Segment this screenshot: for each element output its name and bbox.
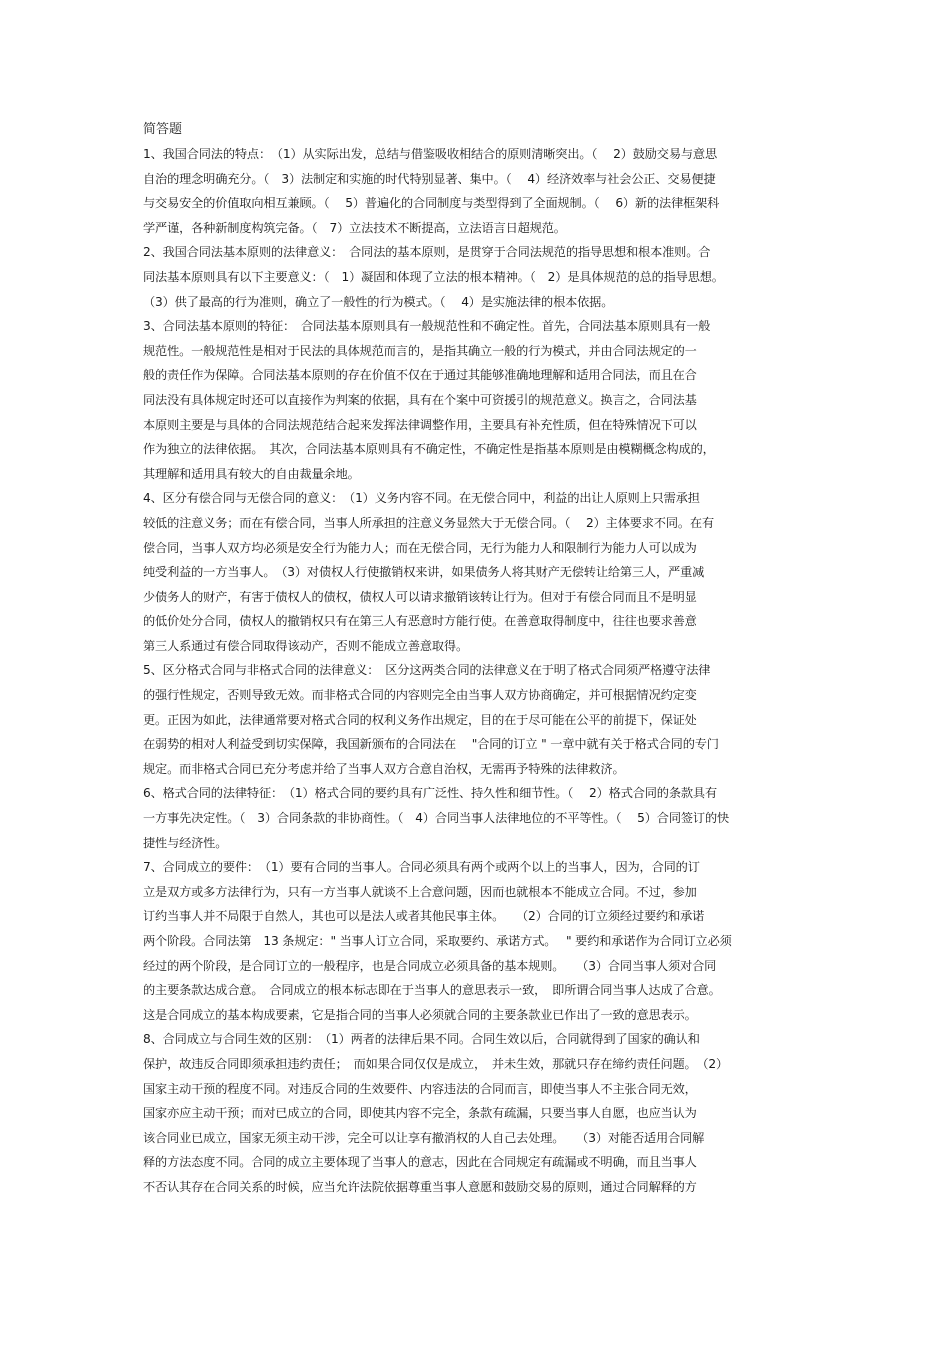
text-line: 少债务人的财产，有害于债权人的债权，债权人可以请求撤销该转让行为。但对于有偿合同而且不是明显 [143,589,697,604]
text-line: 学严谨，各种新制度构筑完备。（ 7）立法技术不断提高，立法语言日超规范。 [143,220,566,235]
text-line: 5、区分格式合同与非格式合同的法律意义： 区分这两类合同的法律意义在于明了格式合同须严格遵守法律 [143,663,711,678]
text-line: 规范性。一般规范性是相对于民法的具体规范而言的，是指其确立一般的行为模式，并由合同法规定的一 [143,343,697,358]
text-line: 纯受利益的一方当事人。 （3）对债权人行使撤销权来讲，如果债务人将其财产无偿转让给第三人，严重减 [143,565,705,580]
text-line: 的强行性规定，否则导致无效。而非格式合同的内容则完全由当事人双方协商确定，并可根据情况约定变 [143,688,697,703]
text-line: 自治的理念明确充分。（ 3）法制定和实施的时代特别显著、集中。（ 4）经济效率与社会公正、交易便捷 [143,171,716,186]
text-line: （3）供了最高的行为准则，确立了一般性的行为模式。（ 4）是实施法律的根本依据。 [143,294,614,309]
document-text [143,142,808,1200]
document-body [143,118,808,1200]
text-line: 4、区分有偿合同与无偿合同的意义： （1）义务内容不同。在无偿合同中，利益的出让人原则上只需承担 [143,491,700,506]
document-heading: 简答题 [143,122,183,137]
text-line: 立是双方或多方法律行为，只有一方当事人就谈不上合意问题，因而也就根本不能成立合同。不过，参加 [143,884,697,899]
text-line: 第三人系通过有偿合同取得该动产，否则不能成立善意取得。 [143,638,469,653]
text-line: 偿合同，当事人双方均必须是安全行为能力人；而在无偿合同，无行为能力人和限制行为能力人可以成为 [143,540,697,555]
text-line: 规定。而非格式合同已充分考虑并给了当事人双方合意自治权，无需再予特殊的法律救济。 [143,761,625,776]
text-line: 捷性与经济性。 [143,835,228,850]
text-line: 保护，故违反合同即须承担违约责任； 而如果合同仅仅是成立， 并未生效，那就只存在缔约责任问题。 （2） [143,1056,729,1071]
text-line: 经过的两个阶段，是合同订立的一般程序，也是合同成立必须具备的基本规则。 （3）合同当事人须对合同 [143,958,717,973]
text-line: 3、合同法基本原则的特征： 合同法基本原则具有一般规范性和不确定性。首先，合同法基本原则具有一般 [143,319,711,334]
text-line: 6、格式合同的法律特征： （1）格式合同的要约具有广泛性、持久性和细节性。（ 2）格式合同的条款具有 [143,786,717,801]
text-line: 国家主动干预的程度不同。对违反合同的生效要件、内容违法的合同而言，即使当事人不主张合同无效， [143,1081,697,1096]
text-line: 该合同业已成立，国家无须主动干涉，完全可以让享有撤消权的人自己去处理。 （3）对能否适用合同解 [143,1130,705,1145]
text-line: 的低价处分合同，债权人的撤销权只有在第三人有恶意时方能行使。在善意取得制度中，往往也要求善意 [143,614,697,629]
text-line: 同法基本原则具有以下主要意义：（ 1）凝固和体现了立法的根本精神。（ 2）是具体规范的总的指导思想。 [143,269,724,284]
text-line: 1、我国合同法的特点： （1）从实际出发，总结与借鉴吸收相结合的原则清晰突出。（ 2）鼓励交易与意思 [143,147,717,161]
text-line: 国家亦应主动干预；而对已成立的合同，即使其内容不完全，条款有疏漏，只要当事人自愿，也应当认为 [143,1106,697,1121]
text-line: 的主要条款达成合意。 合同成立的根本标志即在于当事人的意思表示一致， 即所谓合同当事人达成了合意。 [143,983,721,998]
text-line: 两个阶段。合同法第 13 条规定：" 当事人订立合同，采取要约、承诺方式。 " 要约和承诺作为合同订立必须 [143,934,732,948]
text-line: 不否认其存在合同关系的时候，应当允许法院依据尊重当事人意愿和鼓励交易的原则，通过合同解释的方 [143,1179,697,1194]
text-line: 作为独立的法律依据。 其次，合同法基本原则具有不确定性，不确定性是指基本原则是由模糊概念构成的， [143,442,715,457]
text-line: 2、我国合同法基本原则的法律意义： 合同法的基本原则，是贯穿于合同法规范的指导思想和根本准则。合 [143,245,711,260]
text-line: 其理解和适用具有较大的自由裁量余地。 [143,466,360,481]
text-line: 较低的注意义务；而在有偿合同，当事人所承担的注意义务显然大于无偿合同。（ 2）主体要求不同。在有 [143,515,714,530]
text-line: 与交易安全的价值取向相互兼顾。（ 5）普遍化的合同制度与类型得到了全面规制。（ 6）新的法律框架科 [143,196,720,211]
text-line: 7、合同成立的要件： （1）要有合同的当事人。合同必须具有两个或两个以上的当事人，因为，合同的订 [143,860,700,875]
text-line: 这是合同成立的基本构成要素，它是指合同的当事人必须就合同的主要条款业已作出了一致的意思表示。 [143,1007,697,1022]
text-line: 8、合同成立与合同生效的区别： （1）两者的法律后果不同。合同生效以后，合同就得到了国家的确认和 [143,1032,700,1047]
text-line: 更。正因为如此，法律通常要对格式合同的权利义务作出规定，目的在于尽可能在公平的前提下，保证处 [143,712,697,727]
text-line: 同法没有具体规定时还可以直接作为判案的依据，具有在个案中可资援引的规范意义。换言之，合同法基 [143,392,697,407]
text-line: 般的责任作为保障。合同法基本原则的存在价值不仅在于通过其能够准确地理解和适用合同法，而且在合 [143,368,697,383]
text-line: 订约当事人并不局限于自然人，其也可以是法人或者其他民事主体。 （2）合同的订立须经过要约和承诺 [143,909,705,924]
text-line: 本原则主要是与具体的合同法规范结合起来发挥法律调整作用，主要具有补充性质，但在特殊情况下可以 [143,417,697,432]
text-line: 在弱势的相对人利益受到切实保障，我国新颁布的合同法在 "合同的订立 " 一章中就有关于格式合同的专门 [143,737,719,752]
text-line: 释的方法态度不同。合同的成立主要体现了当事人的意志，因此在合同规定有疏漏或不明确，而且当事人 [143,1155,697,1170]
text-line: 一方事先决定性。（ 3）合同条款的非协商性。（ 4）合同当事人法律地位的不平等性。（ 5）合同签订的快 [143,811,730,826]
